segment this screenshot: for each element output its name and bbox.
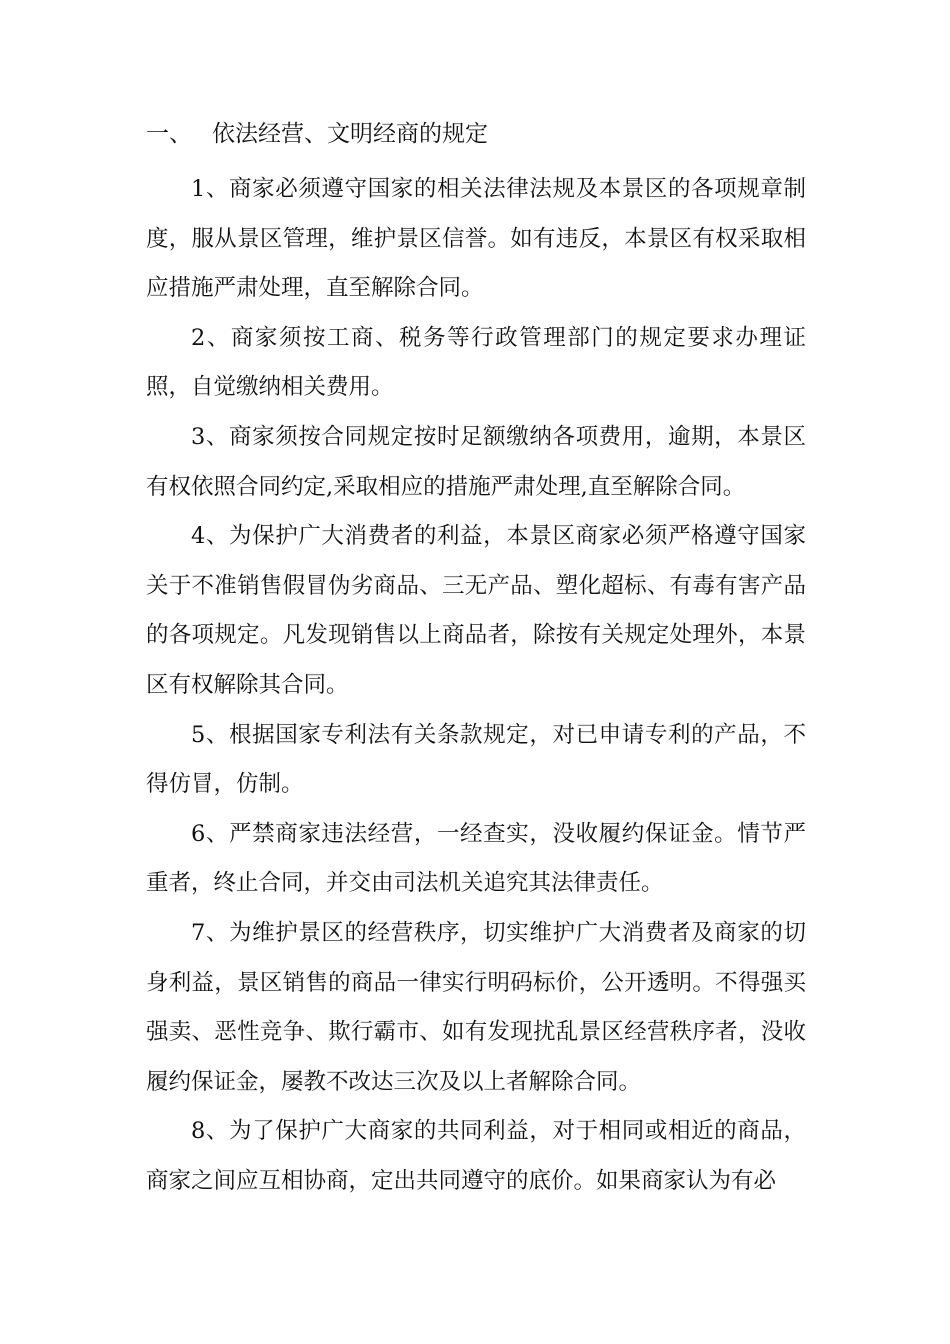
paragraph-2: 2、商家须按工商、税务等行政管理部门的规定要求办理证照，自觉缴纳相关费用。 [146,324,806,401]
paragraph-7: 7、为维护景区的经营秩序，切实维护广大消费者及商家的切身利益，景区销售的商品一律实行明码标价，公开透明。不得强买强卖、恶性竞争、欺行霸市、如有发现扰乱景区经营秩序者，没收履约保证金，屡教不改达三次及以上者解除合同。 [146,919,806,1095]
paragraph-6: 6、严禁商家违法经营，一经查实，没收履约保证金。情节严重者，终止合同，并交由司法机关追究其法律责任。 [146,820,806,897]
section-heading [146,114,488,154]
paragraph-4: 4、为保护广大消费者的利益，本景区商家必须严格遵守国家关于不准销售假冒伪劣商品、三无产品、塑化超标、有毒有害产品的各项规定。凡发现销售以上商品者，除按有关规定处理外，本景区有权解除其合同。 [146,523,806,698]
section-number: 一、 [146,121,192,147]
paragraph-1: 1、商家必须遵守国家的相关法律法规及本景区的各项规章制度，服从景区管理，维护景区信誉。如有违反，本景区有权采取相应措施严肃处理，直至解除合同。 [146,176,806,302]
paragraph-3: 3、商家须按合同规定按时足额缴纳各项费用，逾期，本景区有权依照合同约定,采取相应的措施严肃处理,直至解除合同。 [146,423,806,500]
paragraph-5: 5、根据国家专利法有关条款规定，对已申请专利的产品，不得仿冒，仿制。 [146,721,806,798]
document-body [146,165,806,1206]
section-title: 依法经营、文明经商的规定 [212,121,488,147]
paragraph-8: 8、为了保护广大商家的共同利益，对于相同或相近的商品，商家之间应互相协商，定出共同遵守的底价。如果商家认为有必 [146,1118,806,1194]
